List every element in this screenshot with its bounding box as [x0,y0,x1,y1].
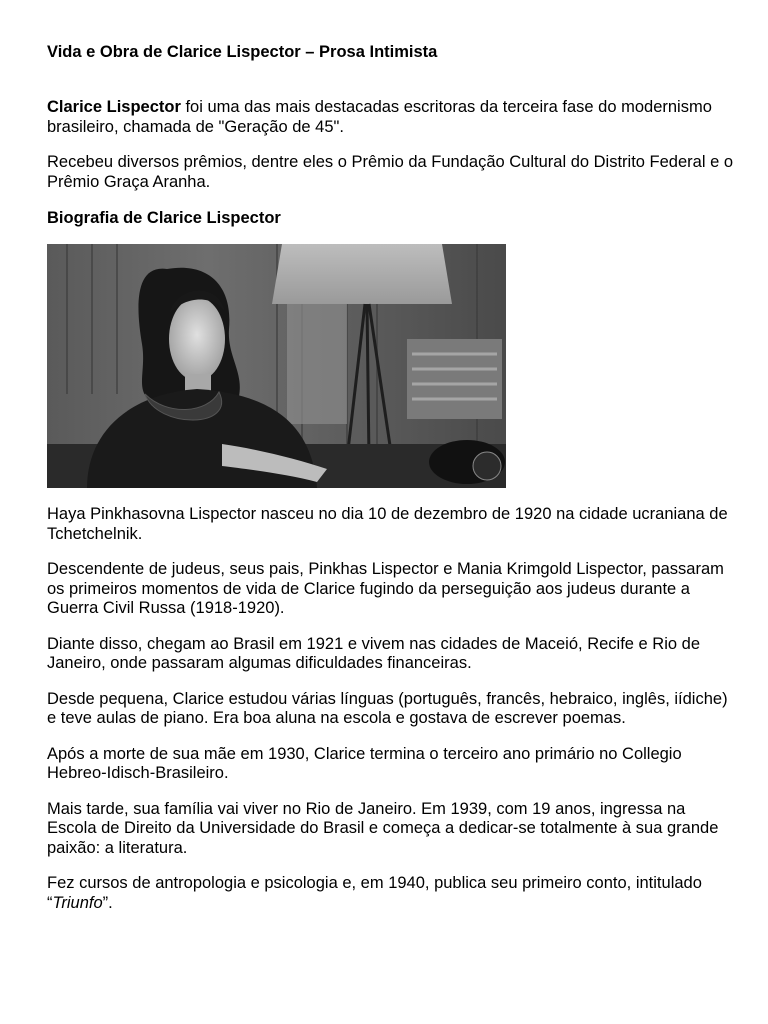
bio-paragraph-school: Após a morte de sua mãe em 1930, Clarice termina o terceiro ano primário no Collegio Hebreo-Idisch-Brasileiro. [47,744,682,782]
bio-paragraph-brazil: Diante disso, chegam ao Brasil em 1921 e vivem nas cidades de Maceió, Recife e Rio de Janeiro, onde passaram algumas dificuldades financeiras. [47,634,701,672]
biography-heading: Biografia de Clarice Lispector [47,209,281,227]
intro-paragraph [47,98,737,137]
first-story-text-after: ”. [102,893,113,912]
author-portrait-photo [47,244,506,488]
first-story-text-before: Fez cursos de antropologia e psicologia e, em 1940, publica seu primeiro conto, intitulado “ [47,874,702,912]
bio-paragraph-law-school: Mais tarde, sua família vai viver no Rio de Janeiro. Em 1939, com 19 anos, ingressa na Escola de Direito da Universidade do Brasil e começa a dedicar-se totalmente à sua grande paixão: a literatura. [47,799,719,857]
intro-text: foi uma das mais destacadas escritoras da terceira fase do modernismo brasileiro, chamada de "Geração de 45". [47,98,712,136]
bio-paragraph-birth: Haya Pinkhasovna Lispector nasceu no dia 10 de dezembro de 1920 na cidade ucraniana de Tchetchelnik. [47,505,728,543]
awards-paragraph: Recebeu diversos prêmios, dentre eles o Prêmio da Fundação Cultural do Distrito Federal e o Prêmio Graça Aranha. [47,153,734,191]
document-title: Vida e Obra de Clarice Lispector – Prosa Intimista [47,43,438,61]
first-story-title: Triunfo [52,893,103,912]
document-page [47,42,737,913]
bio-paragraph-parents: Descendente de judeus, seus pais, Pinkhas Lispector e Mania Krimgold Lispector, passaram os primeiros momentos de vida de Clarice fugindo da perseguição aos judeus durante a Guerra Civil Russa (1918-1920). [47,560,724,617]
intro-author-name: Clarice Lispector [47,98,181,116]
bio-paragraph-childhood: Desde pequena, Clarice estudou várias línguas (português, francês, hebraico, inglês, iídiche) e teve aulas de piano. Era boa aluna na escola e gostava de escrever poemas. [47,689,728,727]
bio-paragraph-first-story [47,874,737,913]
